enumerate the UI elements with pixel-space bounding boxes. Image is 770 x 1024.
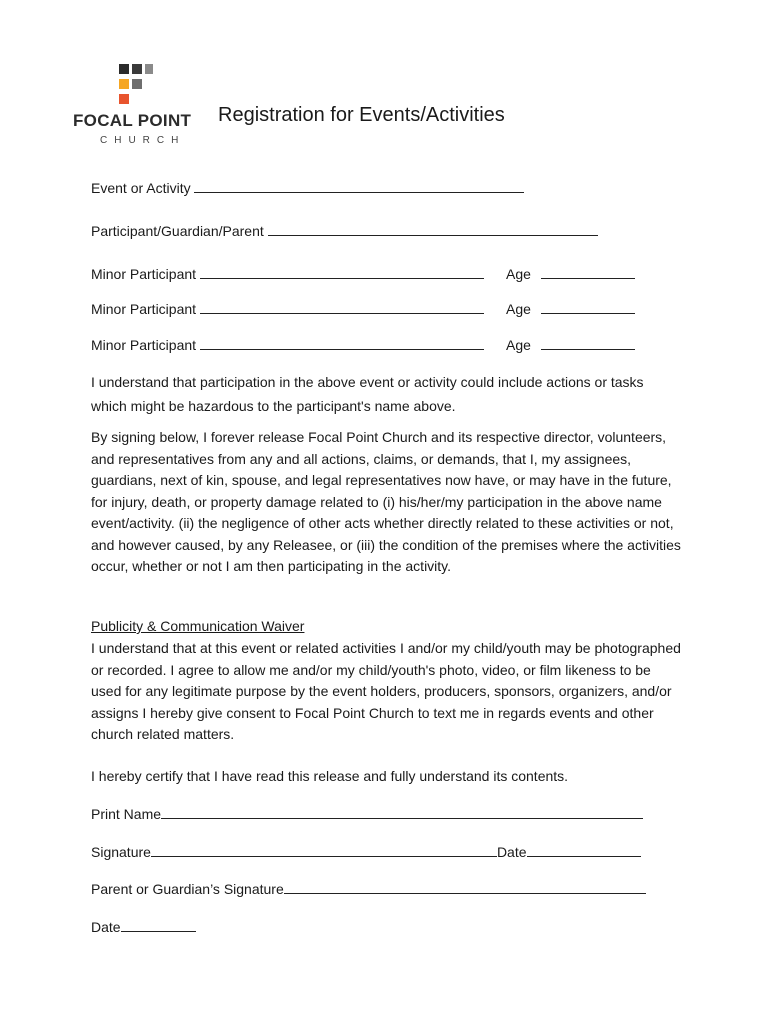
signature-label: Signature <box>91 844 151 860</box>
certify-paragraph: I hereby certify that I have read this release and fully understand its contents. <box>91 768 569 784</box>
event-label: Event or Activity <box>91 180 191 196</box>
participant-field <box>91 223 598 239</box>
logo-square-5 <box>132 79 142 89</box>
participant-label: Participant/Guardian/Parent <box>91 223 264 239</box>
minor-field-3 <box>91 337 484 353</box>
minor-input[interactable] <box>200 266 484 279</box>
age-input[interactable] <box>541 337 635 350</box>
publicity-paragraph: I understand that at this event or related activities I and/or my child/youth may be photographed or recorded. I agree to allow me and/or my child/youth's photo, video, or film likeness to be used for any legitimate purpose by the event holders, producers, sponsors, organizers, and/or assigns I hereby give consent to Focal Point Church to text me in regards events and other church related matters. <box>91 640 681 742</box>
event-input[interactable] <box>194 180 524 193</box>
minor-label: Minor Participant <box>91 266 197 282</box>
minor-input[interactable] <box>200 301 484 314</box>
logo-square-1 <box>119 64 129 74</box>
event-field <box>91 180 524 196</box>
guardian-signature-field <box>91 881 646 897</box>
age-field-3 <box>506 337 635 353</box>
minor-label: Minor Participant <box>91 337 197 353</box>
logo-square-6 <box>119 94 129 104</box>
age-field-1 <box>506 266 635 282</box>
minor-label: Minor Participant <box>91 301 197 317</box>
print-name-input[interactable] <box>161 806 643 819</box>
logo-square-2 <box>132 64 142 74</box>
waiver-heading: Publicity & Communication Waiver <box>91 618 305 634</box>
age-input[interactable] <box>541 301 635 314</box>
logo-name: FOCAL POINT <box>73 111 192 130</box>
logo-subtitle: CHURCH <box>100 135 186 146</box>
print-name-label: Print Name <box>91 806 162 822</box>
logo-square-3 <box>145 64 153 74</box>
signature-field <box>91 844 641 860</box>
participant-input[interactable] <box>268 223 598 236</box>
age-label: Age <box>506 301 531 317</box>
bottom-date-field <box>91 919 196 935</box>
hazard-paragraph: I understand that participation in the above event or activity could include actions or tasks which might be hazardous to the participant's name above. <box>91 374 644 414</box>
age-input[interactable] <box>541 266 635 279</box>
date-label: Date <box>496 844 527 860</box>
age-label: Age <box>506 337 531 353</box>
minor-input[interactable] <box>200 337 484 350</box>
bottom-date-input[interactable] <box>121 919 196 932</box>
print-name-field <box>91 806 643 822</box>
age-field-2 <box>506 301 635 317</box>
date-input[interactable] <box>527 844 641 857</box>
bottom-date-label: Date <box>91 919 121 935</box>
minor-field-2 <box>91 301 484 317</box>
release-paragraph: By signing below, I forever release Focal Point Church and its respective director, volunteers, and representatives from any and all actions, claims, or demands, that I, my assignees, guardians, next of kin, spouse, and legal representatives now have, or may have in the future, for injury, death, or property damage related to (i) his/her/my participation in the above name event/activity. (ii) the negligence of other acts whether directly related to these activities or not, and however caused, by any Releasee, or (iii) the condition of the premises where the activities occur, whether or not I am then participating in the activity. <box>91 429 681 574</box>
page-title: Registration for Events/Activities <box>218 104 505 126</box>
logo-square-4 <box>119 79 129 89</box>
guardian-signature-input[interactable] <box>284 881 646 894</box>
guardian-signature-label: Parent or Guardian’s Signature <box>91 881 284 897</box>
minor-field-1 <box>91 266 484 282</box>
signature-input[interactable] <box>151 844 497 857</box>
age-label: Age <box>506 266 531 282</box>
